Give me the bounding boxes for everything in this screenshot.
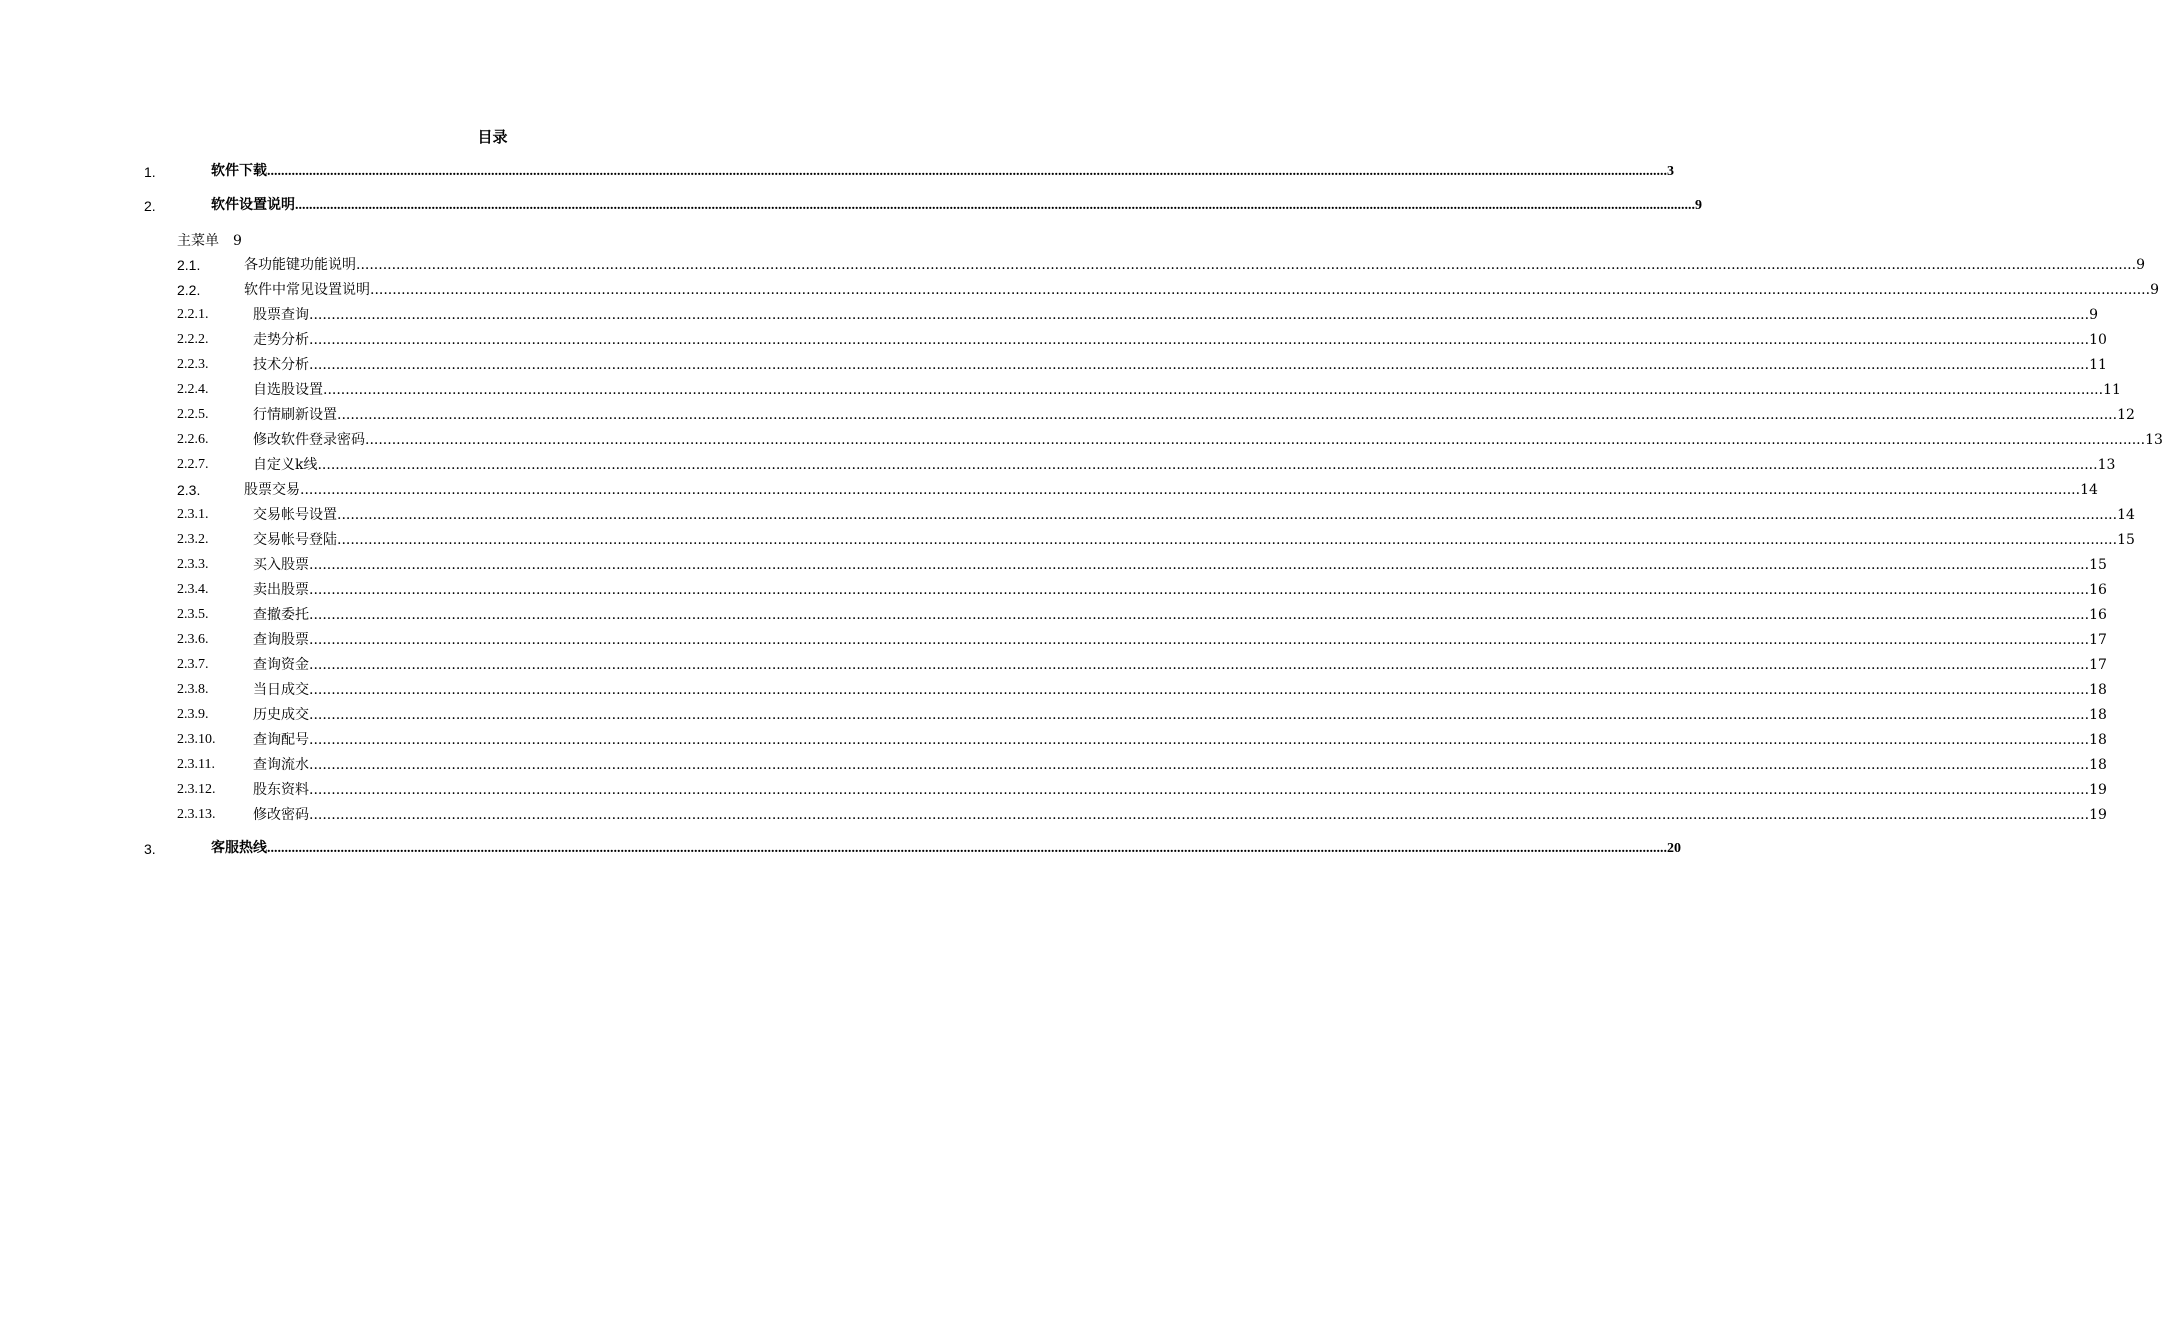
toc-entry-page: 16	[2089, 582, 2107, 598]
toc-entry-number: 2.	[144, 198, 156, 214]
dot-leader: ................................................................................................................................................................................................................................................................................................................................................................................................................	[337, 532, 2118, 548]
dot-leader: ................................................................................................................................................................................................................................................................................................................................................................................................................	[309, 657, 2090, 673]
toc-entry[interactable]	[0, 655, 2107, 675]
dot-leader: ................................................................................................................................................................................................................................................................................................................................................................................................................	[309, 732, 2090, 748]
toc-entry-number: 2.3.10.	[177, 732, 216, 747]
toc-entry[interactable]	[0, 730, 2107, 750]
toc-entry-page: 16	[2089, 607, 2107, 623]
toc-entry-page: 9	[2150, 282, 2159, 298]
toc-entry-number: 2.3.5.	[177, 607, 209, 622]
toc-entry-page: 14	[2117, 507, 2135, 523]
toc-entry-number: 2.2.5.	[177, 407, 209, 422]
toc-entry[interactable]	[0, 162, 1674, 182]
toc-entry[interactable]	[0, 480, 2098, 500]
toc-entry[interactable]	[0, 555, 2107, 575]
toc-entry[interactable]	[0, 255, 2145, 275]
toc-entry-label: 历史成交	[253, 707, 309, 723]
dot-leader: ................................................................................................................................................................................................................................................................................................................................................................................................................	[267, 841, 1667, 856]
toc-entry-page: 13	[2145, 432, 2163, 448]
toc-entry-label: 修改软件登录密码	[253, 432, 365, 448]
toc-entry[interactable]	[0, 380, 2121, 400]
dot-leader: ................................................................................................................................................................................................................................................................................................................................................................................................................	[337, 407, 2118, 423]
dot-leader: ................................................................................................................................................................................................................................................................................................................................................................................................................	[365, 432, 2146, 448]
toc-entry-page: 13	[2097, 457, 2116, 473]
dot-leader: ................................................................................................................................................................................................................................................................................................................................................................................................................	[370, 282, 2151, 298]
toc-entry[interactable]	[0, 355, 2107, 375]
toc-entry-number: 2.2.4.	[177, 382, 209, 397]
toc-entry-number: 2.2.	[177, 282, 201, 298]
toc-entry-plain: 主菜单 9	[177, 233, 242, 249]
toc-entry-page: 17	[2089, 632, 2107, 648]
toc-entry-label: 各功能键功能说明	[244, 257, 356, 273]
toc-entry-label: 技术分析	[253, 357, 309, 373]
dot-leader: ................................................................................................................................................................................................................................................................................................................................................................................................................	[309, 707, 2090, 723]
toc-title: 目录	[477, 128, 508, 146]
dot-leader: ................................................................................................................................................................................................................................................................................................................................................................................................................	[267, 164, 1667, 179]
toc-entry-number: 2.2.1.	[177, 307, 209, 322]
toc-entry-page: 11	[2089, 357, 2107, 373]
toc-entry-number: 2.3.9.	[177, 707, 209, 722]
toc-entry-page: 17	[2089, 657, 2107, 673]
toc-entry-label: 查撤委托	[253, 607, 309, 623]
toc-entry-number: 2.3.3.	[177, 557, 209, 572]
toc-entry-page: 10	[2089, 332, 2107, 348]
dot-leader: ................................................................................................................................................................................................................................................................................................................................................................................................................	[309, 757, 2090, 773]
dot-leader: ................................................................................................................................................................................................................................................................................................................................................................................................................	[309, 307, 2090, 323]
toc-entry-label: 交易帐号设置	[253, 507, 337, 523]
toc-entry-page: 14	[2080, 482, 2098, 498]
toc-entry-number: 2.2.3.	[177, 357, 209, 372]
toc-entry-label: 买入股票	[253, 557, 309, 573]
toc-entry[interactable]	[0, 430, 2163, 450]
toc-entry-number: 2.3.1.	[177, 507, 209, 522]
dot-leader: ................................................................................................................................................................................................................................................................................................................................................................................................................	[309, 332, 2090, 348]
dot-leader: ................................................................................................................................................................................................................................................................................................................................................................................................................	[337, 507, 2118, 523]
toc-entry-label: 软件设置说明	[211, 198, 295, 213]
toc-entry-label: 股票交易	[244, 482, 300, 498]
toc-entry-label: 当日成交	[253, 682, 309, 698]
toc-entry-label: 走势分析	[253, 332, 309, 348]
toc-entry[interactable]	[0, 839, 1681, 859]
toc-entry-page: 18	[2089, 732, 2107, 748]
dot-leader: ................................................................................................................................................................................................................................................................................................................................................................................................................	[309, 782, 2090, 798]
toc-entry[interactable]	[0, 330, 2107, 350]
toc-entry-label: 软件下载	[211, 164, 267, 179]
toc-entry[interactable]	[0, 780, 2107, 800]
toc-entry-page: 9	[2136, 257, 2145, 273]
toc-entry-label: 交易帐号登陆	[253, 532, 337, 548]
toc-entry-page: 19	[2089, 807, 2107, 823]
toc-entry-label: 查询股票	[253, 632, 309, 648]
toc-entry-page: 9	[1695, 198, 1702, 213]
toc-entry-number: 2.3.11.	[177, 757, 215, 772]
dot-leader: ................................................................................................................................................................................................................................................................................................................................................................................................................	[309, 357, 2090, 373]
toc-entry-label: 查询配号	[253, 732, 309, 748]
dot-leader: ................................................................................................................................................................................................................................................................................................................................................................................................................	[295, 198, 1695, 213]
toc-entry-number: 2.3.13.	[177, 807, 216, 822]
toc-entry[interactable]	[0, 580, 2107, 600]
toc-entry-label: 软件中常见设置说明	[244, 282, 370, 298]
toc-entry[interactable]	[0, 705, 2107, 725]
toc-entry[interactable]	[0, 455, 2116, 475]
toc-entry-number: 2.2.6.	[177, 432, 209, 447]
toc-entry-label: 行情刷新设置	[253, 407, 337, 423]
toc-entry-number: 2.3.2.	[177, 532, 209, 547]
toc-entry[interactable]	[0, 405, 2135, 425]
toc-entry[interactable]	[0, 805, 2107, 825]
toc-entry-number: 2.3.8.	[177, 682, 209, 697]
toc-entry-number: 2.1.	[177, 257, 201, 273]
toc-entry-number: 2.3.	[177, 482, 201, 498]
toc-entry[interactable]	[0, 605, 2107, 625]
toc-entry-label: 客服热线	[211, 841, 267, 856]
toc-entry-page: 15	[2117, 532, 2135, 548]
toc-entry[interactable]	[0, 755, 2107, 775]
dot-leader: ................................................................................................................................................................................................................................................................................................................................................................................................................	[300, 482, 2081, 498]
toc-entry-page: 18	[2089, 682, 2107, 698]
toc-entry-number: 2.3.7.	[177, 657, 209, 672]
toc-entry-page: 19	[2089, 782, 2107, 798]
toc-entry[interactable]	[0, 530, 2135, 550]
toc-entry[interactable]	[0, 280, 2159, 300]
toc-entry-number: 2.3.4.	[177, 582, 209, 597]
dot-leader: ................................................................................................................................................................................................................................................................................................................................................................................................................	[309, 632, 2090, 648]
toc-entry-number: 2.3.12.	[177, 782, 216, 797]
toc-entry-label: 股东资料	[253, 782, 309, 798]
toc-entry[interactable]	[0, 305, 2098, 325]
toc-entry[interactable]	[0, 196, 1702, 216]
toc-entry-label: 查询资金	[253, 657, 309, 673]
dot-leader: ................................................................................................................................................................................................................................................................................................................................................................................................................	[323, 382, 2104, 398]
dot-leader: ................................................................................................................................................................................................................................................................................................................................................................................................................	[309, 807, 2090, 823]
dot-leader: ................................................................................................................................................................................................................................................................................................................................................................................................................	[356, 257, 2137, 273]
toc-entry-label: 自定义k线	[253, 457, 318, 473]
toc-entry-number: 1.	[144, 164, 156, 180]
toc-entry-page: 18	[2089, 757, 2107, 773]
toc-entry-page: 9	[2089, 307, 2098, 323]
dot-leader: ................................................................................................................................................................................................................................................................................................................................................................................................................	[309, 582, 2090, 598]
dot-leader: ................................................................................................................................................................................................................................................................................................................................................................................................................	[317, 457, 2098, 473]
toc-entry-number: 2.3.6.	[177, 632, 209, 647]
toc-entry-page: 3	[1667, 164, 1674, 179]
toc-entry-number: 2.2.7.	[177, 457, 209, 472]
toc-entry-label: 股票查询	[253, 307, 309, 323]
toc-entry[interactable]	[0, 505, 2135, 525]
toc-entry-page: 11	[2103, 382, 2121, 398]
toc-entry[interactable]	[0, 680, 2107, 700]
toc-entry-label: 卖出股票	[253, 582, 309, 598]
toc-entry-page: 20	[1667, 841, 1681, 856]
toc-entry-page: 15	[2089, 557, 2107, 573]
toc-entry-page: 12	[2117, 407, 2135, 423]
dot-leader: ................................................................................................................................................................................................................................................................................................................................................................................................................	[309, 557, 2090, 573]
dot-leader: ................................................................................................................................................................................................................................................................................................................................................................................................................	[309, 682, 2090, 698]
toc-entry-label: 自选股设置	[253, 382, 323, 398]
toc-entry-label: 查询流水	[253, 757, 309, 773]
toc-entry-number: 3.	[144, 841, 156, 857]
toc-entry[interactable]	[0, 630, 2107, 650]
toc-entry-label: 修改密码	[253, 807, 309, 823]
toc-entry-page: 18	[2089, 707, 2107, 723]
toc-entry-number: 2.2.2.	[177, 332, 209, 347]
dot-leader: ................................................................................................................................................................................................................................................................................................................................................................................................................	[309, 607, 2090, 623]
